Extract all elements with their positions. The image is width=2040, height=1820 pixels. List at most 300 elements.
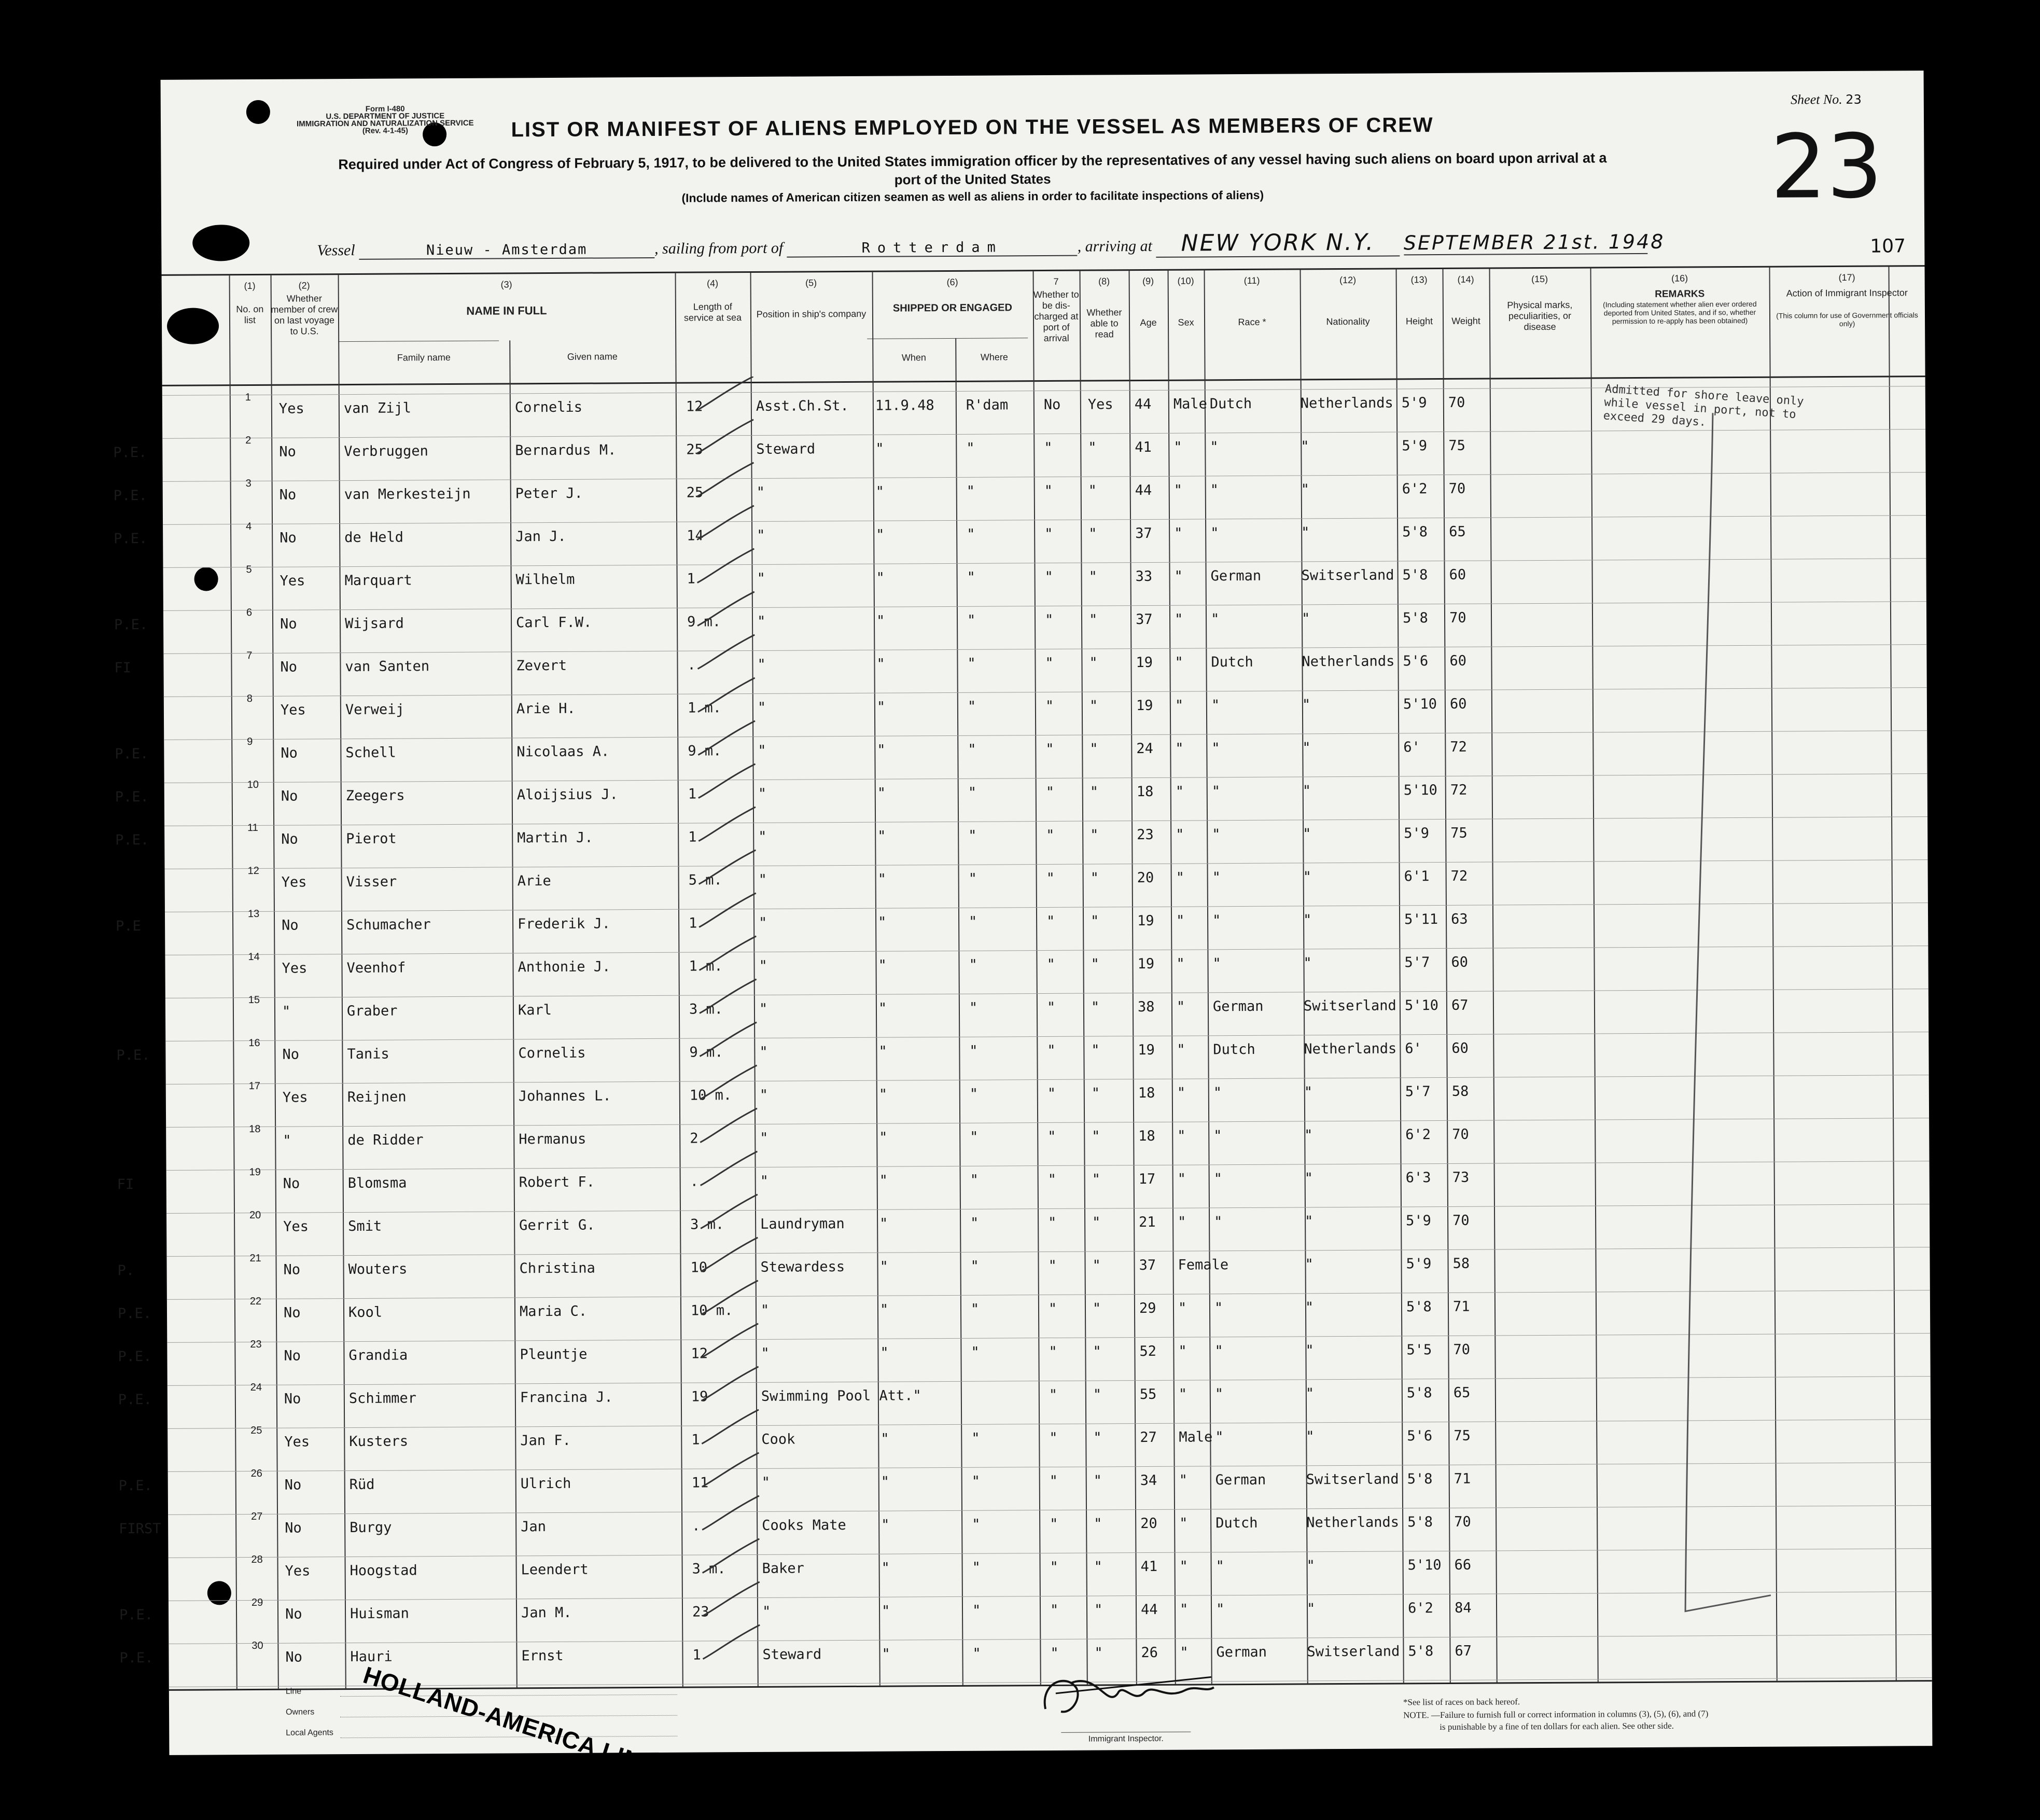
discharged-cell: "	[1050, 1602, 1059, 1618]
age-cell: 20	[1137, 869, 1154, 886]
given-name-cell: Aloijsius J.	[516, 786, 618, 803]
shipped-when-cell: "	[876, 526, 885, 543]
weight-cell: 70	[1454, 1513, 1471, 1530]
column-rule	[229, 275, 237, 1689]
row-number-cell: 15	[248, 994, 260, 1006]
shipped-where-cell: "	[967, 655, 976, 672]
col3a-title: Family name	[397, 352, 451, 363]
able-to-read-cell: "	[1091, 1042, 1100, 1059]
age-cell: 41	[1135, 439, 1152, 456]
sex-cell: "	[1178, 1300, 1187, 1316]
family-name-cell: Schell	[345, 744, 396, 761]
shipped-where-cell: "	[969, 1086, 979, 1102]
sex-cell: Male	[1173, 396, 1207, 412]
family-name-cell: Visser	[346, 873, 397, 891]
nationality-cell: "	[1304, 1170, 1314, 1187]
length-of-service-cell: 1	[692, 1647, 701, 1663]
weight-cell: 67	[1455, 1643, 1472, 1659]
family-name-cell: Rüd	[349, 1476, 375, 1493]
last-voyage-cell: No	[280, 659, 298, 675]
sex-cell: "	[1174, 525, 1183, 541]
tick-mark	[700, 1151, 757, 1186]
col9-title: Age	[1140, 317, 1157, 328]
shipped-where-cell: "	[967, 698, 976, 715]
age-cell: 34	[1140, 1472, 1157, 1489]
age-cell: 55	[1139, 1386, 1157, 1403]
able-to-read-cell: "	[1091, 1085, 1100, 1102]
nationality-cell: "	[1303, 955, 1312, 971]
height-cell: 5'9	[1404, 825, 1430, 842]
age-cell: 19	[1136, 654, 1153, 671]
races-note: *See list of races on back hereof.	[1403, 1697, 1520, 1707]
given-name-cell: Frederik J.	[518, 915, 610, 933]
tick-mark	[702, 1367, 759, 1401]
service-tick-marks	[676, 377, 786, 1674]
col16-title: REMARKS	[1655, 288, 1705, 300]
shipped-where-cell: "	[968, 784, 977, 801]
shipped-when-cell: 11.9.48	[875, 397, 934, 414]
sheet-number-value: 23	[1846, 92, 1862, 107]
col15-number: (15)	[1531, 273, 1548, 285]
position-cell: "	[759, 1001, 768, 1017]
family-name-cell: Schumacher	[346, 916, 431, 934]
col7-title: Whether to be dis-charged at port of arrival	[1033, 289, 1079, 344]
row-number-cell: 23	[250, 1338, 262, 1351]
height-cell: 5'9	[1401, 395, 1427, 411]
col6-number: (6)	[946, 276, 958, 287]
family-name-cell: Huisman	[350, 1605, 409, 1622]
col16-subtitle: (Including statement whether alien ever ordered deported from United States, and if so, whether permission to re-apply has been obtained)	[1603, 299, 1757, 326]
sailing-label: , sailing from port of	[654, 239, 784, 257]
subtitle-port: port of the United States	[894, 171, 1051, 188]
col17-title: Action of Immigrant Inspector	[1786, 287, 1908, 299]
position-cell: Steward	[756, 441, 816, 457]
tick-mark	[700, 979, 757, 1013]
row-number-cell: 11	[247, 822, 258, 834]
page-number: 107	[1870, 235, 1906, 257]
col8-title: Whether able to read	[1086, 307, 1122, 340]
page-title: LIST OR MANIFEST OF ALIENS EMPLOYED ON THE VESSEL AS MEMBERS OF CREW	[511, 114, 1434, 142]
last-voyage-cell: No	[279, 443, 296, 460]
row-mark-cell: P.E.	[116, 1047, 150, 1064]
height-cell: 5'11	[1404, 911, 1438, 928]
discharged-cell: "	[1048, 1300, 1057, 1317]
discharged-cell: "	[1045, 784, 1055, 801]
row-mark-cell: P.E	[116, 918, 141, 935]
position-cell: "	[757, 656, 766, 673]
shipped-when-cell: "	[881, 1560, 890, 1576]
height-cell: 5'9	[1402, 438, 1428, 454]
weight-cell: 84	[1454, 1600, 1472, 1616]
age-cell: 44	[1135, 482, 1152, 499]
age-cell: 20	[1140, 1515, 1157, 1532]
row-number-cell: 27	[251, 1510, 263, 1523]
given-name-cell: Hermanus	[519, 1131, 586, 1148]
shipped-when-cell: "	[879, 1258, 888, 1275]
weight-cell: 67	[1451, 997, 1469, 1013]
able-to-read-cell: "	[1088, 525, 1097, 542]
weight-cell: 70	[1452, 1126, 1469, 1143]
race-cell: Dutch	[1211, 654, 1253, 671]
height-cell: 5'9	[1406, 1256, 1432, 1272]
row-mark-cell: P.E.	[115, 789, 149, 805]
age-cell: 19	[1136, 697, 1153, 714]
col2-title: Whether member of crew on last voyage to U.S.	[271, 293, 338, 337]
position-cell: "	[757, 570, 765, 587]
shipped-when-cell: "	[877, 828, 886, 844]
last-voyage-cell: No	[281, 788, 298, 804]
able-to-read-cell: "	[1094, 1516, 1102, 1532]
weight-cell: 75	[1448, 437, 1465, 454]
given-name-cell: Anthonie J.	[518, 958, 611, 976]
last-voyage-cell: No	[281, 745, 298, 761]
last-voyage-cell: No	[284, 1347, 301, 1364]
height-cell: 6'2	[1402, 481, 1428, 497]
age-cell: 29	[1139, 1300, 1156, 1317]
remarks-stamp: Admitted for shore leave only while vessel in port, not to exceed 29 days.	[1602, 382, 1805, 429]
last-voyage-cell: Yes	[285, 1563, 311, 1579]
age-cell: 19	[1137, 955, 1155, 972]
height-cell: 5'8	[1406, 1299, 1432, 1315]
shipped-when-cell: "	[878, 1043, 887, 1060]
race-cell: "	[1211, 740, 1220, 757]
col4-title: Length of service at sea	[683, 301, 742, 323]
given-name-cell: Carl F.W.	[515, 614, 592, 631]
able-to-read-cell: "	[1094, 1602, 1103, 1618]
last-voyage-cell: No	[285, 1520, 302, 1536]
family-name-cell: Zeegers	[345, 787, 405, 804]
sex-cell: "	[1176, 826, 1184, 843]
nationality-cell: "	[1301, 524, 1310, 541]
row-mark-cell: P.E.	[114, 531, 148, 547]
age-cell: 27	[1140, 1429, 1157, 1446]
col9-number: (9)	[1142, 275, 1154, 287]
family-name-cell: Hoogstad	[350, 1562, 417, 1579]
shipped-when-cell: "	[879, 1129, 888, 1146]
given-name-cell: Jan M.	[521, 1604, 572, 1621]
weight-cell: 75	[1454, 1427, 1471, 1444]
age-cell: 18	[1138, 1085, 1155, 1102]
tick-mark	[702, 1453, 759, 1487]
shipped-where-cell: "	[972, 1602, 981, 1619]
col13-title: Height	[1405, 316, 1433, 327]
row-mark-cell: FI	[117, 1176, 134, 1193]
age-cell: 19	[1138, 1041, 1155, 1059]
row-number-cell: 21	[249, 1252, 261, 1265]
length-of-service-cell: 23	[692, 1604, 709, 1620]
height-cell: 5'8	[1407, 1471, 1433, 1488]
row-number-cell: 28	[251, 1553, 263, 1566]
race-cell: German	[1215, 1471, 1266, 1489]
remarks-bracket	[1588, 402, 1803, 1700]
shipped-when-cell: "	[878, 957, 887, 974]
row-number-cell: 24	[250, 1381, 262, 1394]
sex-cell: "	[1174, 611, 1183, 628]
col10-title: Sex	[1178, 317, 1194, 328]
last-voyage-cell: Yes	[281, 874, 307, 891]
last-voyage-cell: No	[283, 1304, 301, 1321]
height-cell: 5'6	[1403, 653, 1429, 670]
age-cell: 37	[1135, 525, 1152, 542]
height-cell: 5'10	[1403, 782, 1437, 799]
family-name-cell: Kool	[348, 1304, 383, 1321]
family-name-cell: Schimmer	[348, 1390, 417, 1407]
weight-cell: 60	[1449, 652, 1467, 669]
shipped-where-cell: "	[970, 1172, 979, 1188]
length-of-service-cell: 1	[688, 786, 697, 802]
position-cell: "	[761, 1345, 770, 1361]
sex-cell: "	[1175, 654, 1183, 671]
last-voyage-cell: Yes	[280, 573, 305, 589]
height-cell: 6'1	[1404, 868, 1430, 885]
shipped-where-cell: "	[972, 1645, 981, 1662]
discharged-cell: "	[1049, 1386, 1058, 1403]
shipped-when-cell: "	[882, 1646, 890, 1662]
discharged-cell: "	[1047, 1085, 1056, 1102]
column-rule	[955, 338, 963, 1685]
discharged-cell: No	[1043, 396, 1061, 413]
weight-cell: 72	[1450, 782, 1468, 798]
length-of-service-cell: 11	[691, 1475, 709, 1491]
age-cell: 44	[1134, 396, 1152, 413]
position-cell: Baker	[762, 1560, 804, 1577]
age-cell: 37	[1135, 611, 1153, 628]
race-cell: "	[1212, 869, 1221, 886]
nationality-cell: "	[1302, 740, 1311, 756]
row-number-cell: 2	[245, 435, 251, 447]
discharged-cell: "	[1046, 956, 1055, 972]
race-cell: Dutch	[1213, 1041, 1255, 1058]
last-voyage-cell: Yes	[278, 400, 304, 417]
position-cell: "	[756, 484, 765, 501]
nationality-cell: Netherlands	[1300, 395, 1393, 412]
row-mark-cell: P.E.	[113, 488, 147, 504]
arrival-date: SEPTEMBER 21st. 1948	[1403, 230, 1665, 255]
nationality-cell: "	[1302, 697, 1311, 713]
line-label: Line	[285, 1687, 302, 1696]
shipped-when-cell: "	[881, 1517, 890, 1533]
sex-cell: "	[1178, 1214, 1186, 1230]
shipped-where-cell: "	[972, 1516, 981, 1533]
tick-mark	[698, 764, 755, 798]
race-cell: German	[1210, 567, 1262, 585]
last-voyage-cell: No	[281, 831, 298, 848]
sex-cell: "	[1180, 1644, 1189, 1661]
weight-cell: 60	[1451, 1040, 1469, 1057]
height-cell: 5'10	[1404, 997, 1439, 1014]
nationality-cell: "	[1305, 1342, 1314, 1359]
department: U.S. DEPARTMENT OF JUSTICE	[326, 112, 445, 121]
sex-cell: "	[1178, 1343, 1187, 1359]
given-name-cell: Johannes L.	[518, 1088, 611, 1105]
height-cell: 6'2	[1407, 1600, 1433, 1617]
discharged-cell: "	[1049, 1343, 1057, 1360]
sex-cell: "	[1179, 1472, 1188, 1489]
position-cell: "	[762, 1603, 771, 1620]
family-name-cell: Grandia	[348, 1347, 408, 1364]
discharged-cell: "	[1046, 827, 1055, 844]
height-cell: 5'10	[1403, 696, 1437, 713]
owners-label: Owners	[286, 1707, 315, 1717]
discharged-cell: "	[1044, 612, 1054, 629]
sex-cell: "	[1175, 783, 1184, 800]
race-cell: Dutch	[1209, 395, 1252, 412]
discharged-cell: "	[1049, 1429, 1058, 1446]
length-of-service-cell: 3 m.	[692, 1561, 726, 1577]
able-to-read-cell: "	[1092, 1257, 1101, 1274]
age-cell: 24	[1136, 740, 1153, 757]
row-number-cell: 14	[248, 951, 260, 963]
given-name-cell: Maria C.	[519, 1303, 588, 1320]
given-name-cell: Cornelis	[518, 1045, 586, 1062]
race-cell: "	[1213, 1128, 1222, 1144]
tick-mark	[701, 1324, 758, 1358]
tick-mark	[699, 893, 756, 927]
shipped-where-cell: "	[969, 913, 977, 930]
shipped-where-cell: "	[970, 1215, 979, 1231]
nationality-cell: "	[1305, 1213, 1314, 1230]
sex-cell: "	[1175, 697, 1184, 714]
row-number-cell: 19	[249, 1166, 261, 1178]
tick-mark	[700, 1065, 757, 1100]
race-cell: "	[1214, 1300, 1223, 1316]
weight-cell: 75	[1450, 825, 1468, 841]
race-cell: "	[1210, 482, 1219, 498]
length-of-service-cell: 9 m.	[689, 1044, 723, 1061]
race-cell: "	[1215, 1601, 1225, 1618]
row-number-cell: 8	[246, 693, 253, 705]
given-name-cell: Martin J.	[517, 829, 593, 846]
height-cell: 5'8	[1402, 567, 1428, 583]
inspector-label: Immigrant Inspector.	[1061, 1732, 1191, 1744]
tick-mark	[703, 1625, 760, 1659]
family-name-cell: de Held	[344, 529, 404, 546]
tick-mark	[700, 1022, 757, 1057]
sex-cell: "	[1177, 1041, 1185, 1058]
arrival-port: NEW YORK N.Y.	[1156, 229, 1400, 257]
col12-title: Nationality	[1326, 316, 1370, 327]
discharged-cell: "	[1050, 1516, 1058, 1532]
shipped-when-cell: "	[881, 1474, 890, 1490]
sheet-number	[1791, 92, 1862, 108]
col6b-title: Where	[980, 352, 1008, 363]
tick-mark	[701, 1281, 758, 1315]
length-of-service-cell: 10 m.	[690, 1302, 733, 1319]
col11-title: Race *	[1238, 316, 1266, 328]
row-mark-cell: P.E.	[119, 1607, 153, 1623]
sex-cell: "	[1176, 998, 1185, 1015]
family-name-cell: van Zijl	[343, 400, 412, 417]
length-of-service-cell: 19	[691, 1388, 708, 1405]
row-mark-cell: P.E.	[115, 832, 149, 849]
weight-cell: 60	[1449, 696, 1467, 712]
voyage-line	[317, 228, 1665, 262]
shipped-where-cell: "	[969, 999, 978, 1016]
nationality-cell: "	[1303, 912, 1312, 928]
length-of-service-cell: 3 m.	[689, 1001, 723, 1018]
family-name-cell: Kusters	[349, 1433, 409, 1450]
nationality-cell: Netherlands	[1306, 1514, 1400, 1531]
length-of-service-cell: 1 m.	[689, 958, 723, 975]
discharged-cell: "	[1044, 482, 1053, 499]
row-number-cell: 6	[246, 607, 253, 619]
discharged-cell: "	[1048, 1214, 1057, 1231]
discharged-cell: "	[1050, 1645, 1059, 1661]
nationality-cell: "	[1305, 1385, 1315, 1402]
position-cell: "	[760, 1302, 770, 1318]
last-voyage-cell: No	[283, 1261, 301, 1278]
length-of-service-cell: 12	[691, 1345, 708, 1362]
shipped-where-cell: "	[967, 526, 975, 543]
age-cell: 19	[1137, 912, 1154, 929]
discharged-cell: "	[1046, 999, 1056, 1016]
discharged-cell: "	[1047, 1042, 1056, 1059]
tick-mark	[697, 549, 754, 583]
length-of-service-cell: .	[692, 1518, 701, 1534]
nationality-cell: "	[1305, 1256, 1314, 1273]
shipped-when-cell: "	[878, 1000, 887, 1017]
length-of-service-cell: 1	[691, 1432, 700, 1448]
row-number-cell: 9	[247, 736, 253, 748]
race-cell: "	[1215, 1429, 1224, 1446]
given-name-cell: Leendert	[521, 1561, 589, 1578]
row-mark-cell: P.E.	[115, 746, 149, 762]
col6-title: SHIPPED OR ENGAGED	[892, 302, 1012, 314]
weight-cell: 71	[1452, 1298, 1470, 1315]
vessel-label: Vessel	[317, 241, 355, 259]
nationality-cell: Switserland	[1306, 1471, 1399, 1488]
shipped-where-cell: "	[967, 569, 975, 586]
shipped-where-cell: "	[970, 1301, 980, 1317]
shipped-when-cell: "	[876, 569, 885, 586]
row-mark-cell: P.E.	[118, 1349, 152, 1365]
sex-cell: "	[1179, 1558, 1188, 1575]
row-number-cell: 5	[246, 564, 252, 576]
column-rule	[271, 275, 279, 1689]
nationality-cell: "	[1303, 826, 1311, 842]
weight-cell: 70	[1452, 1212, 1470, 1229]
sex-cell: Female	[1178, 1257, 1229, 1273]
race-cell: "	[1214, 1343, 1223, 1359]
family-name-cell: Veenhof	[346, 960, 406, 977]
length-of-service-cell: 25	[686, 441, 703, 458]
given-name-cell: Peter J.	[515, 485, 583, 502]
row-mark-cell: FI	[114, 660, 132, 676]
height-cell: 5'5	[1406, 1342, 1432, 1358]
position-cell: "	[758, 785, 767, 802]
sex-cell: "	[1173, 482, 1183, 498]
last-voyage-cell: No	[285, 1649, 303, 1665]
nationality-cell: "	[1301, 610, 1310, 627]
nationality-cell: "	[1302, 783, 1311, 799]
race-cell: "	[1212, 826, 1221, 843]
race-cell: "	[1214, 1386, 1224, 1402]
shipped-where-cell: "	[968, 870, 977, 887]
able-to-read-cell: "	[1089, 784, 1099, 800]
row-number-cell: 3	[245, 478, 251, 490]
able-to-read-cell: "	[1093, 1386, 1102, 1403]
given-name-cell: Nicolaas A.	[516, 743, 610, 760]
length-of-service-cell: 25	[686, 484, 704, 501]
position-cell: "	[758, 828, 767, 845]
length-of-service-cell: 1	[689, 915, 697, 932]
able-to-read-cell: "	[1091, 999, 1100, 1016]
last-voyage-cell: "	[282, 1003, 291, 1020]
col7-number: 7	[1053, 276, 1059, 287]
discharged-cell: "	[1047, 1171, 1057, 1188]
row-number-cell: 4	[246, 521, 252, 533]
shipped-where-cell: "	[969, 1043, 978, 1059]
